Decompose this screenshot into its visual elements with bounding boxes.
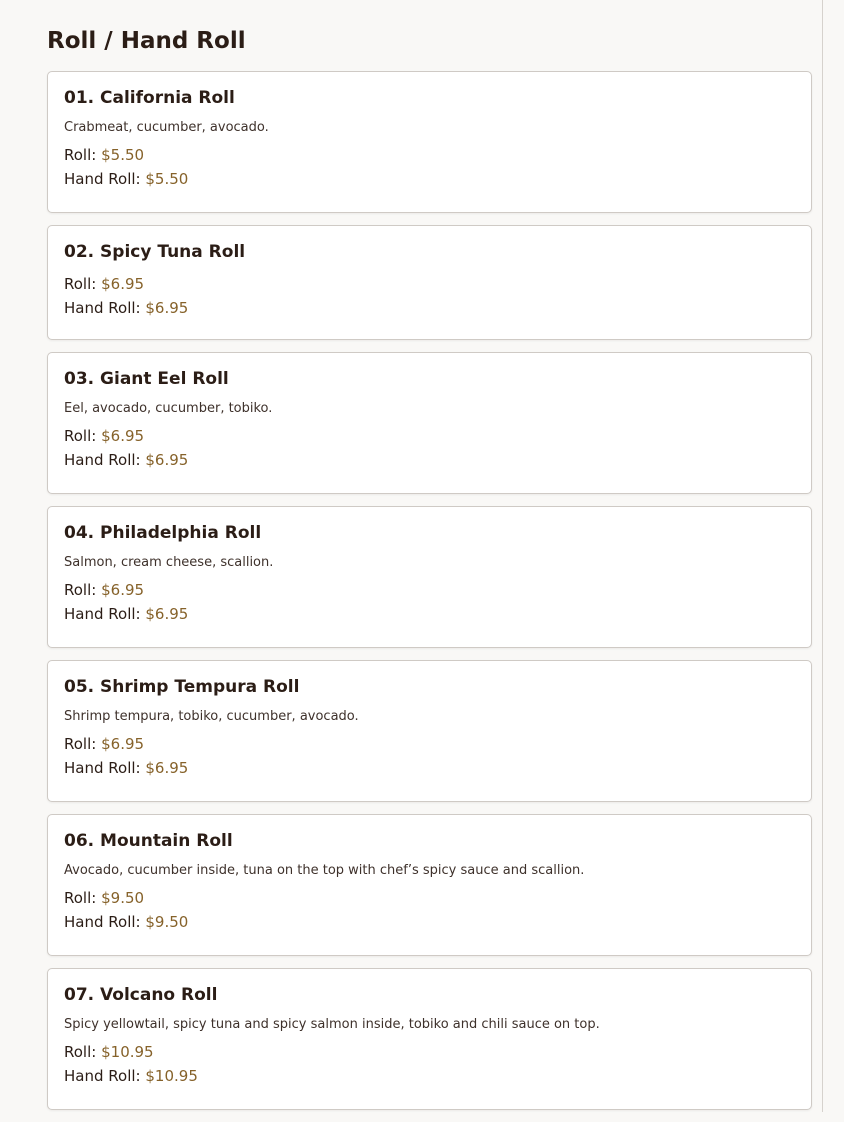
hand-roll-price-value: $9.50 xyxy=(145,913,189,931)
menu-item-card[interactable] xyxy=(47,814,812,956)
roll-price-value: $10.95 xyxy=(101,1043,154,1061)
menu-item-card[interactable] xyxy=(47,225,812,340)
hand-roll-price-label: Hand Roll: xyxy=(64,299,141,317)
menu-item-description: Avocado, cucumber inside, tuna on the top with chef’s spicy sauce and scallion. xyxy=(64,863,585,878)
hand-roll-price-label: Hand Roll: xyxy=(64,913,141,931)
roll-price-value: $6.95 xyxy=(101,735,145,753)
roll-price-row xyxy=(64,888,795,908)
roll-price-value: $6.95 xyxy=(101,275,145,293)
menu-item-description: Salmon, cream cheese, scallion. xyxy=(64,555,274,570)
scroll-edge-divider xyxy=(822,0,823,1112)
roll-price-label: Roll: xyxy=(64,146,97,164)
hand-roll-price-row xyxy=(64,912,795,932)
menu-item-card[interactable] xyxy=(47,71,812,213)
roll-price-label: Roll: xyxy=(64,735,97,753)
hand-roll-price-value: $6.95 xyxy=(145,605,189,623)
menu-item-description: Spicy yellowtail, spicy tuna and spicy salmon inside, tobiko and chili sauce on top. xyxy=(64,1017,600,1032)
hand-roll-price-row xyxy=(64,1066,795,1086)
menu-item-name: 01. California Roll xyxy=(64,88,235,108)
menu-item-name: 06. Mountain Roll xyxy=(64,831,233,851)
hand-roll-price-value: $6.95 xyxy=(145,451,189,469)
menu-item-list xyxy=(47,71,812,1110)
roll-price-label: Roll: xyxy=(64,427,97,445)
roll-price-row xyxy=(64,734,795,754)
roll-price-row xyxy=(64,1042,795,1062)
hand-roll-price-row xyxy=(64,758,795,778)
roll-price-value: $9.50 xyxy=(101,889,145,907)
section-title: Roll / Hand Roll xyxy=(47,28,246,54)
menu-item-description: Shrimp tempura, tobiko, cucumber, avocado. xyxy=(64,709,359,724)
hand-roll-price-value: $6.95 xyxy=(145,299,189,317)
menu-item-description: Eel, avocado, cucumber, tobiko. xyxy=(64,401,273,416)
hand-roll-price-row xyxy=(64,450,795,470)
hand-roll-price-value: $6.95 xyxy=(145,759,189,777)
menu-item-name: 03. Giant Eel Roll xyxy=(64,369,229,389)
hand-roll-price-label: Hand Roll: xyxy=(64,170,141,188)
roll-price-label: Roll: xyxy=(64,889,97,907)
menu-item-name: 05. Shrimp Tempura Roll xyxy=(64,677,300,697)
roll-price-row xyxy=(64,274,795,294)
roll-price-label: Roll: xyxy=(64,275,97,293)
hand-roll-price-value: $5.50 xyxy=(145,170,189,188)
menu-item-card[interactable] xyxy=(47,506,812,648)
roll-price-label: Roll: xyxy=(64,581,97,599)
hand-roll-price-row xyxy=(64,298,795,318)
hand-roll-price-label: Hand Roll: xyxy=(64,759,141,777)
roll-price-value: $6.95 xyxy=(101,581,145,599)
roll-price-row xyxy=(64,580,795,600)
menu-item-card[interactable] xyxy=(47,352,812,494)
hand-roll-price-label: Hand Roll: xyxy=(64,451,141,469)
hand-roll-price-value: $10.95 xyxy=(145,1067,198,1085)
menu-item-description: Crabmeat, cucumber, avocado. xyxy=(64,120,269,135)
roll-price-value: $5.50 xyxy=(101,146,145,164)
roll-price-label: Roll: xyxy=(64,1043,97,1061)
menu-item-name: 04. Philadelphia Roll xyxy=(64,523,262,543)
roll-price-row xyxy=(64,145,795,165)
hand-roll-price-row xyxy=(64,604,795,624)
menu-item-card[interactable] xyxy=(47,968,812,1110)
roll-price-row xyxy=(64,426,795,446)
menu-item-name: 02. Spicy Tuna Roll xyxy=(64,242,246,262)
hand-roll-price-label: Hand Roll: xyxy=(64,1067,141,1085)
roll-price-value: $6.95 xyxy=(101,427,145,445)
menu-page xyxy=(47,24,812,1122)
hand-roll-price-label: Hand Roll: xyxy=(64,605,141,623)
menu-item-name: 07. Volcano Roll xyxy=(64,985,218,1005)
menu-item-card[interactable] xyxy=(47,660,812,802)
hand-roll-price-row xyxy=(64,169,795,189)
